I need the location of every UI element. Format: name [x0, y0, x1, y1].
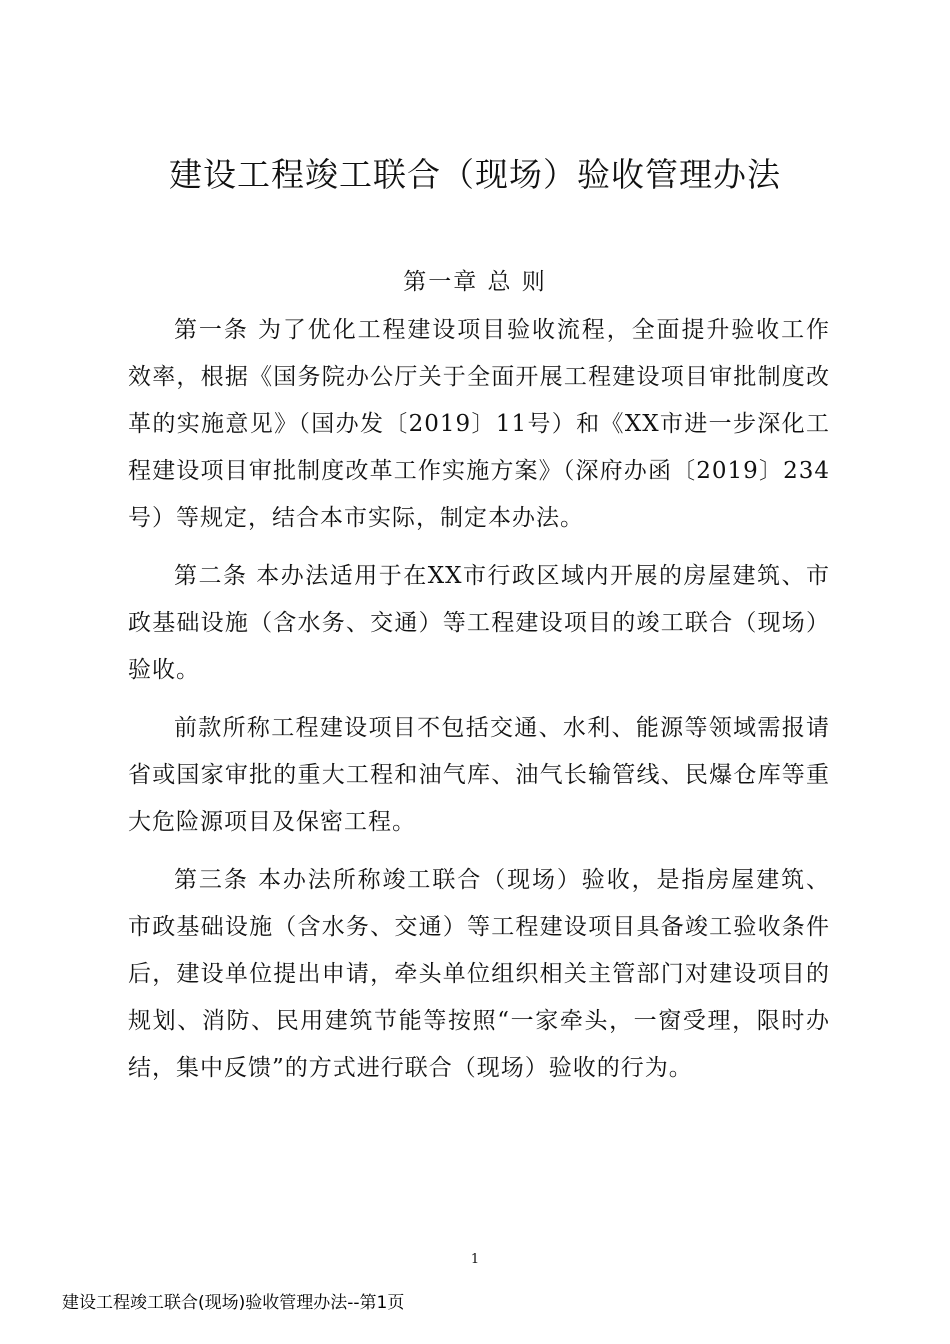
article-2-paragraph: 第二条 本办法适用于在XX市行政区域内开展的房屋建筑、市政基础设施（含水务、交通）等工程建设项目的竣工联合（现场）验收。 — [128, 563, 830, 683]
chapter-heading: 第一章 总 则 — [403, 269, 547, 295]
page-number: 1 — [470, 1252, 480, 1267]
article-2-supplement-paragraph: 前款所称工程建设项目不包括交通、水利、能源等领域需报请省或国家审批的重大工程和油气库、油气长输管线、民爆仓库等重大危险源项目及保密工程。 — [128, 715, 830, 835]
page-footer: 建设工程竣工联合(现场)验收管理办法--第1页 — [62, 1293, 405, 1313]
article-1-paragraph: 第一条 为了优化工程建设项目验收流程，全面提升验收工作效率，根据《国务院办公厅关于全面开展工程建设项目审批制度改革的实施意见》（国办发〔2019〕11号）和《XX市进一步深化工程建设项目审批制度改革工作实施方案》（深府办函〔2019〕234号）等规定，结合本市实际，制定本办法。 — [128, 317, 830, 531]
article-3-paragraph: 第三条 本办法所称竣工联合（现场）验收，是指房屋建筑、市政基础设施（含水务、交通）等工程建设项目具备竣工验收条件后，建设单位提出申请，牵头单位组织相关主管部门对建设项目的规划、消防、民用建筑节能等按照“一家牵头，一窗受理，限时办结，集中反馈”的方式进行联合（现场）验收的行为。 — [128, 867, 830, 1081]
document-body — [128, 307, 830, 1103]
document-title: 建设工程竣工联合（现场）验收管理办法 — [169, 155, 781, 194]
